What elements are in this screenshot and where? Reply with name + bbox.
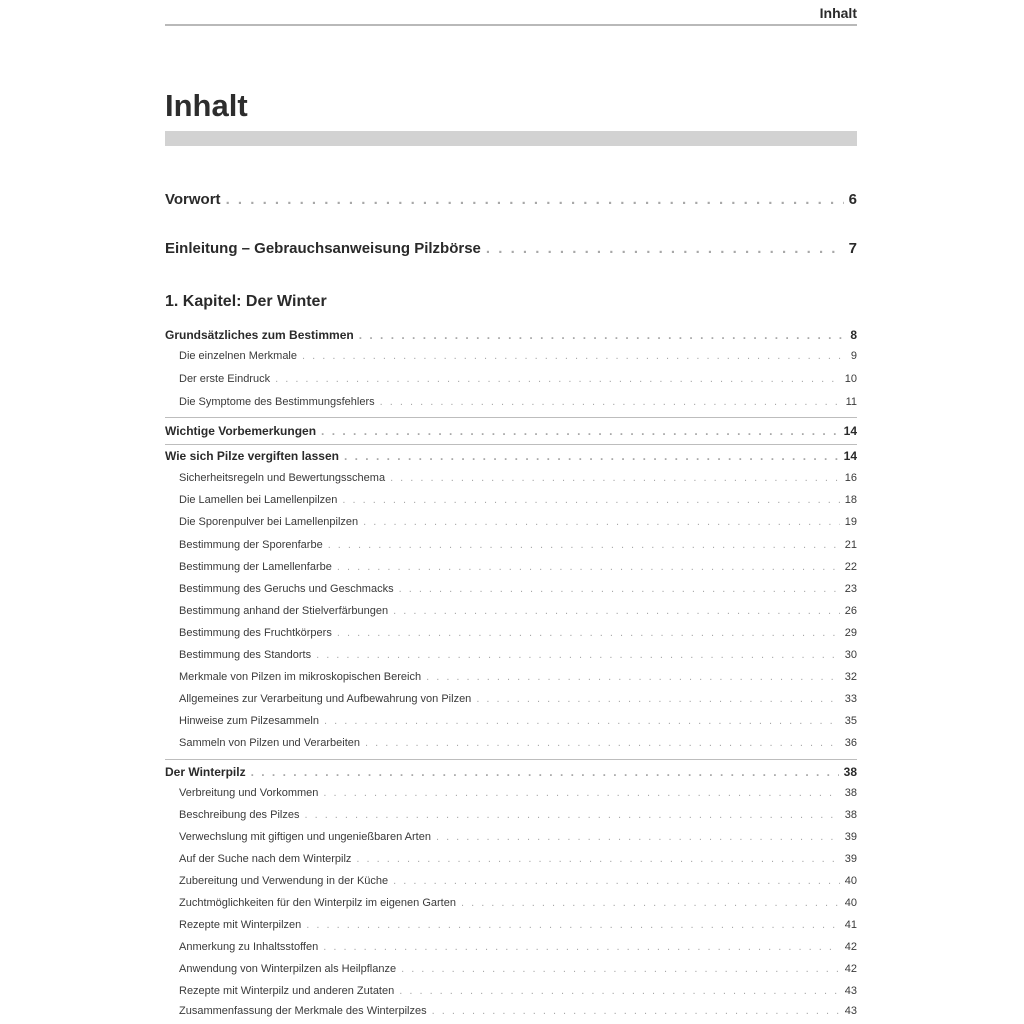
leader-dots xyxy=(275,373,840,385)
toc-entry-page: 43 xyxy=(844,1005,857,1017)
toc-subentry[interactable] xyxy=(179,693,857,705)
toc-subentry[interactable] xyxy=(179,787,857,799)
leader-dots xyxy=(251,765,839,779)
leader-dots xyxy=(337,561,840,573)
leader-dots xyxy=(337,627,840,639)
toc-subentry[interactable] xyxy=(179,831,857,843)
toc-subentry[interactable] xyxy=(179,875,857,887)
toc-subentry[interactable] xyxy=(179,539,857,551)
toc-entry-page: 39 xyxy=(844,853,857,865)
leader-dots xyxy=(306,919,839,931)
toc-subentry[interactable] xyxy=(179,1005,857,1017)
toc-entry-label: Merkmale von Pilzen im mikroskopischen Bereich xyxy=(179,671,422,683)
toc-entry-page: 26 xyxy=(844,605,857,617)
toc-entry-page: 21 xyxy=(844,539,857,551)
toc-subentry[interactable] xyxy=(179,627,857,639)
toc-entry-page: 30 xyxy=(844,649,857,661)
toc-entry-page: 41 xyxy=(844,919,857,931)
toc-entry-page: 14 xyxy=(843,424,857,438)
toc-entry-label: Bestimmung des Geruchs und Geschmacks xyxy=(179,583,394,595)
toc-entry-label: Hinweise zum Pilzesammeln xyxy=(179,715,319,727)
leader-dots xyxy=(390,472,840,484)
toc-entry-page: 43 xyxy=(844,985,857,997)
leader-dots xyxy=(461,897,840,909)
toc-entry-page: 11 xyxy=(845,396,857,408)
toc-subentry[interactable] xyxy=(179,494,857,506)
leader-dots xyxy=(304,809,839,821)
leader-dots xyxy=(342,494,839,506)
toc-entry-label: Verwechslung mit giftigen und ungenießbaren Arten xyxy=(179,831,431,843)
toc-subentry[interactable] xyxy=(179,516,857,528)
toc-subentry[interactable] xyxy=(179,671,857,683)
toc-entry-page: 29 xyxy=(844,627,857,639)
toc-entry-label: Auf der Suche nach dem Winterpilz xyxy=(179,853,352,865)
toc-entry-page: 14 xyxy=(843,449,857,463)
toc-subentry[interactable] xyxy=(179,985,857,997)
leader-dots xyxy=(302,350,846,362)
toc-subentry[interactable] xyxy=(179,941,857,953)
leader-dots xyxy=(380,396,841,408)
leader-dots xyxy=(399,985,840,997)
toc-entry-page: 38 xyxy=(843,765,857,779)
toc-entry-page: 35 xyxy=(844,715,857,727)
toc-entry-label: Sicherheitsregeln und Bewertungsschema xyxy=(179,472,386,484)
toc-entry-page: 40 xyxy=(844,875,857,887)
toc-section[interactable] xyxy=(165,765,857,779)
toc-subentry[interactable] xyxy=(179,963,857,975)
toc-subentry[interactable] xyxy=(179,605,857,617)
toc-entry-page: 38 xyxy=(844,809,857,821)
toc-entry-label: Die Lamellen bei Lamellenpilzen xyxy=(179,494,338,506)
toc-section[interactable] xyxy=(165,449,857,463)
section-divider xyxy=(165,444,857,445)
toc-entry-page: 22 xyxy=(844,561,857,573)
leader-dots xyxy=(399,583,840,595)
toc-entry-page: 16 xyxy=(844,472,857,484)
leader-dots xyxy=(344,449,839,463)
toc-entry-label: Die einzelnen Merkmale xyxy=(179,350,297,362)
running-head xyxy=(165,0,857,26)
toc-entry-page: 42 xyxy=(844,941,857,953)
leader-dots xyxy=(316,649,840,661)
leader-dots xyxy=(323,787,839,799)
toc-subentry[interactable] xyxy=(179,561,857,573)
toc-entry-label: Der erste Eindruck xyxy=(179,373,271,385)
toc-entry-page: 19 xyxy=(844,516,857,528)
toc-entry-einleitung[interactable] xyxy=(165,240,857,257)
toc-entry-page: 40 xyxy=(844,897,857,909)
toc-entry-label: Rezepte mit Winterpilz und anderen Zutaten xyxy=(179,985,395,997)
section-divider xyxy=(165,759,857,760)
leader-dots xyxy=(432,1005,840,1017)
toc-subentry[interactable] xyxy=(179,853,857,865)
chapter-heading: 1. Kapitel: Der Winter xyxy=(165,293,327,310)
toc-entry-label: Wichtige Vorbemerkungen xyxy=(165,424,317,438)
toc-entry-label: Vorwort xyxy=(165,191,221,208)
toc-entry-page: 6 xyxy=(848,191,857,208)
toc-entry-label: Zubereitung und Verwendung in der Küche xyxy=(179,875,389,887)
toc-entry-page: 38 xyxy=(844,787,857,799)
toc-entry-label: Bestimmung der Sporenfarbe xyxy=(179,539,323,551)
toc-subentry[interactable] xyxy=(179,350,857,362)
leader-dots xyxy=(426,671,840,683)
toc-entry-label: Beschreibung des Pilzes xyxy=(179,809,300,821)
toc-subentry[interactable] xyxy=(179,715,857,727)
leader-dots xyxy=(321,424,839,438)
leader-dots xyxy=(365,737,840,749)
toc-subentry[interactable] xyxy=(179,396,857,408)
page-title: Inhalt xyxy=(165,88,248,123)
toc-entry-label: Zuchtmöglichkeiten für den Winterpilz im eigenen Garten xyxy=(179,897,456,909)
leader-dots xyxy=(363,516,840,528)
leader-dots xyxy=(436,831,840,843)
leader-dots xyxy=(226,191,844,208)
toc-entry-label: Wie sich Pilze vergiften lassen xyxy=(165,449,339,463)
leader-dots xyxy=(328,539,840,551)
toc-entry-label: Zusammenfassung der Merkmale des Winterpilzes xyxy=(179,1005,427,1017)
toc-entry-page: 10 xyxy=(844,373,857,385)
toc-entry-page: 9 xyxy=(850,350,857,362)
toc-entry-label: Bestimmung der Lamellenfarbe xyxy=(179,561,332,573)
toc-entry-label: Einleitung – Gebrauchsanweisung Pilzbörse xyxy=(165,240,481,257)
toc-entry-page: 33 xyxy=(844,693,857,705)
toc-entry-label: Allgemeines zur Verarbeitung und Aufbewahrung von Pilzen xyxy=(179,693,472,705)
toc-entry-label: Die Sporenpulver bei Lamellenpilzen xyxy=(179,516,359,528)
toc-entry-label: Anwendung von Winterpilzen als Heilpflanze xyxy=(179,963,397,975)
toc-entry-label: Rezepte mit Winterpilzen xyxy=(179,919,302,931)
toc-subentry[interactable] xyxy=(179,737,857,749)
toc-section[interactable] xyxy=(165,424,857,438)
toc-entry-page: 7 xyxy=(848,240,857,257)
leader-dots xyxy=(324,715,840,727)
toc-entry-label: Grundsätzliches zum Bestimmen xyxy=(165,328,354,342)
toc-subentry[interactable] xyxy=(179,897,857,909)
toc-entry-label: Bestimmung des Fruchtkörpers xyxy=(179,627,332,639)
leader-dots xyxy=(393,875,840,887)
toc-subentry[interactable] xyxy=(179,472,857,484)
toc-subentry[interactable] xyxy=(179,809,857,821)
leader-dots xyxy=(476,693,839,705)
toc-subentry[interactable] xyxy=(179,649,857,661)
leader-dots xyxy=(393,605,840,617)
toc-entry-label: Die Symptome des Bestimmungsfehlers xyxy=(179,396,375,408)
running-head-label: Inhalt xyxy=(819,5,857,21)
leader-dots xyxy=(359,328,846,342)
leader-dots xyxy=(401,963,840,975)
leader-dots xyxy=(323,941,840,953)
toc-subentry[interactable] xyxy=(179,919,857,931)
toc-entry-page: 8 xyxy=(850,328,857,342)
toc-subentry[interactable] xyxy=(179,373,857,385)
toc-subentry[interactable] xyxy=(179,583,857,595)
toc-entry-label: Der Winterpilz xyxy=(165,765,246,779)
toc-entry-page: 36 xyxy=(844,737,857,749)
toc-entry-label: Bestimmung des Standorts xyxy=(179,649,312,661)
leader-dots xyxy=(486,240,844,257)
toc-entry-page: 32 xyxy=(844,671,857,683)
toc-entry-page: 39 xyxy=(844,831,857,843)
toc-entry-label: Sammeln von Pilzen und Verarbeiten xyxy=(179,737,360,749)
toc-entry-page: 23 xyxy=(844,583,857,595)
title-underline-bar xyxy=(165,131,857,146)
toc-entry-label: Bestimmung anhand der Stielverfärbungen xyxy=(179,605,389,617)
leader-dots xyxy=(356,853,839,865)
toc-entry-label: Verbreitung und Vorkommen xyxy=(179,787,319,799)
toc-entry-vorwort[interactable] xyxy=(165,191,857,208)
toc-entry-page: 42 xyxy=(844,963,857,975)
toc-section[interactable] xyxy=(165,328,857,342)
toc-entry-label: Anmerkung zu Inhaltsstoffen xyxy=(179,941,319,953)
section-divider xyxy=(165,417,857,418)
toc-entry-page: 18 xyxy=(844,494,857,506)
